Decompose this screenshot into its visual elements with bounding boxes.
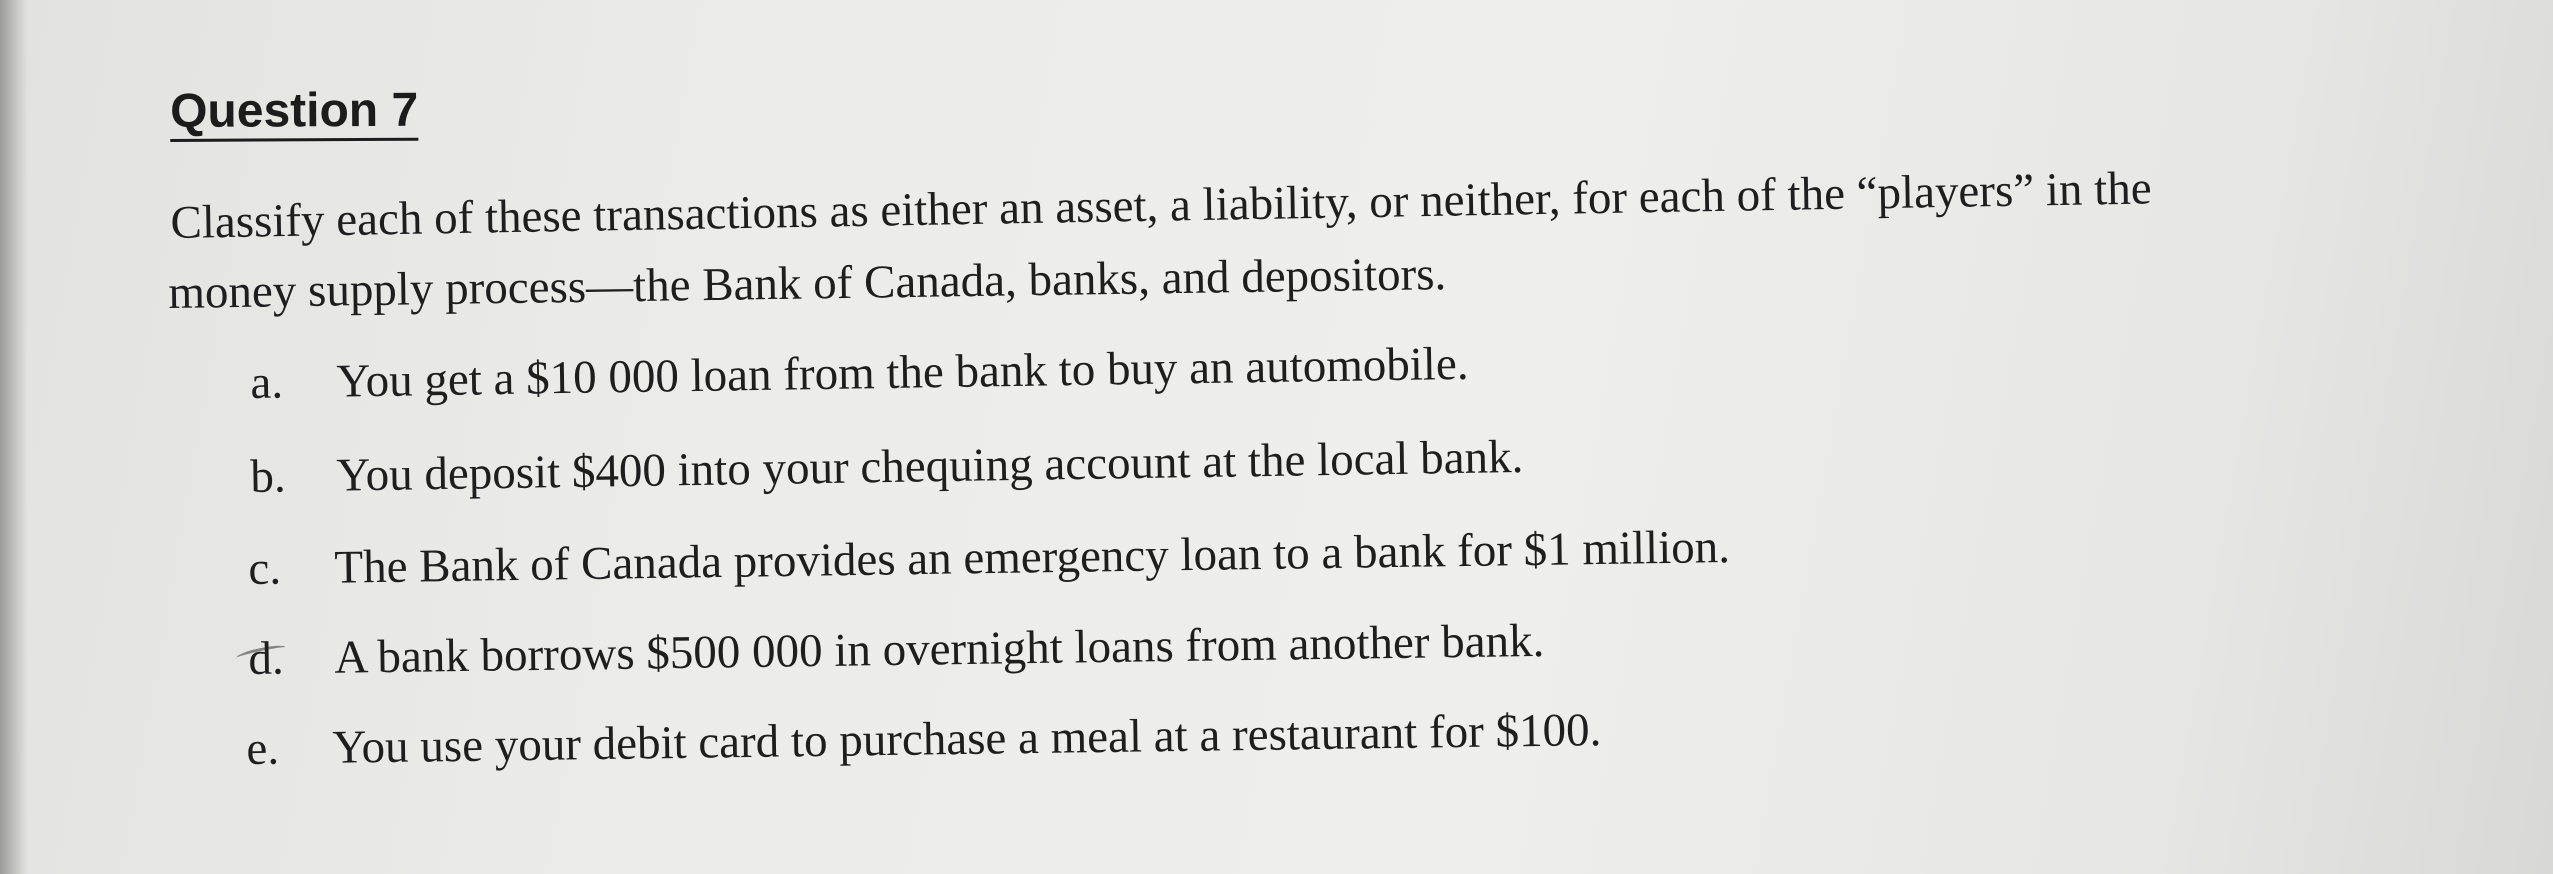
item-text: You get a $10 000 loan from the bank to buy an automobile. <box>336 337 1469 408</box>
item-text: The Bank of Canada provides an emergency loan to a bank for $1 million. <box>334 521 1731 594</box>
list-item-a <box>250 337 1469 410</box>
item-text: You use your debit card to purchase a meal at a restaurant for $100. <box>332 704 1602 774</box>
item-marker: b. <box>250 450 287 503</box>
list-item-e <box>246 703 1602 776</box>
item-marker: e. <box>246 722 280 775</box>
item-marker: d. <box>248 632 284 685</box>
item-marker: a. <box>250 356 284 409</box>
item-text: You deposit $400 into your chequing account at the local bank. <box>336 431 1524 502</box>
question-intro-line-1: Classify each of these transactions as either an asset, a liability, or neither, for each of the “players” in the <box>170 162 2152 249</box>
item-marker: c. <box>248 542 282 595</box>
question-intro-line-2: money supply process—the Bank of Canada, banks, and depositors. <box>168 248 1447 319</box>
list-item-c <box>248 520 1730 596</box>
list-item-b <box>250 430 1524 504</box>
item-text: A bank borrows $500 000 in overnight loans from another bank. <box>334 614 1545 684</box>
list-item-d <box>248 614 1545 686</box>
question-heading: Question 7 <box>170 83 419 138</box>
